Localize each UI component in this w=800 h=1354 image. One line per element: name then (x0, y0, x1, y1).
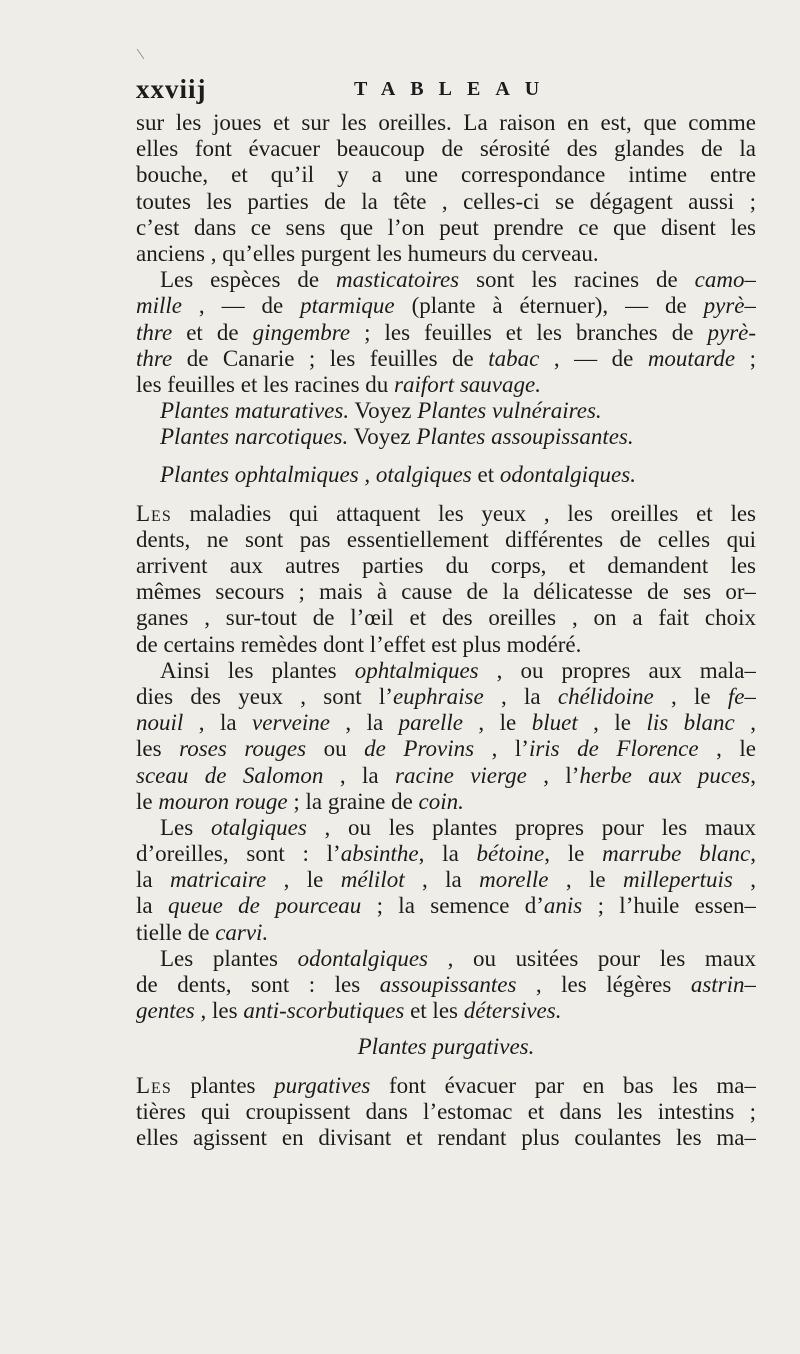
italic-text: morelle (479, 867, 549, 893)
text-segment: anciens , qu’elles purgent les humeurs du cerveau. (136, 240, 599, 266)
italic-text: ptarmique (300, 293, 395, 319)
text-line (136, 320, 756, 346)
text-segment: elles agissent en divisant et rendant plus coulantes les ma– (136, 1124, 756, 1150)
italic-text: masticatoires (336, 267, 460, 293)
text-line (136, 462, 756, 488)
italic-text: thre (136, 345, 173, 371)
text-segment: , la (323, 762, 396, 788)
text-segment: de Canarie ; les feuilles de (172, 345, 489, 371)
text-line (136, 215, 756, 241)
text-segment: d’oreilles, sont : l’ (136, 841, 341, 867)
text-line (136, 267, 756, 293)
text-segment: (plante à éternuer), — de (394, 293, 704, 319)
text-segment: , le (698, 736, 756, 762)
text-segment: , ou les plantes propres pour les maux (306, 814, 756, 840)
italic-text: purgatives (274, 1072, 371, 1098)
text-line (136, 346, 756, 372)
text-line (136, 946, 756, 972)
text-segment: et les (404, 998, 464, 1024)
italic-text: nouil (136, 710, 184, 736)
italic-text: anis (543, 893, 583, 919)
italic-text: euphraise (392, 683, 484, 709)
text-segment: toutes les parties de la tête , celles-ci se dégagent aussi ; (136, 188, 756, 214)
italic-text: mélilot (340, 867, 405, 893)
text-segment: et (471, 462, 500, 488)
text-line (136, 1073, 756, 1099)
text-segment: , ou propres aux mala– (478, 657, 756, 683)
text-segment: Les (136, 500, 172, 526)
text-segment: sont les racines de (459, 267, 695, 293)
text-segment: ganes , sur-tout de l’œil et des oreilles , on a fait choix (136, 605, 756, 631)
text-segment: arrivent aux autres parties du corps, et demandent les (136, 553, 756, 578)
text-line (136, 553, 756, 579)
text-segment: , la (483, 683, 558, 709)
italic-text: otalgiques (210, 814, 307, 840)
text-line (136, 763, 756, 789)
text-line (136, 527, 756, 553)
text-segment: Les (136, 1072, 172, 1098)
italic-text: matricaire (169, 867, 267, 893)
italic-text: racine vierge (395, 762, 527, 788)
italic-text: Plantes maturatives. (160, 398, 350, 424)
text-segment: Voyez (349, 398, 418, 424)
text-segment: , (750, 841, 756, 867)
italic-text: Plantes purgatives. (357, 1034, 535, 1060)
text-line (136, 736, 756, 762)
text-line (136, 841, 756, 867)
text-segment: Les espèces de (160, 267, 337, 293)
italic-text: bétoine (476, 841, 545, 867)
text-segment: c’est dans ce sens que l’on peut prendre ce que disent les (136, 214, 756, 240)
text-segment: , la (418, 841, 477, 867)
running-head: TABLEAU (354, 78, 555, 100)
text-segment: sur les joues et sur les oreilles. La raison en est, que comme (136, 110, 756, 135)
italic-text: gingembre (252, 319, 351, 345)
italic-text: chélidoine (557, 683, 654, 709)
italic-text: pyrè– (703, 293, 756, 319)
italic-text: pyrè- (707, 319, 756, 345)
italic-text: Plantes assoupissantes. (416, 424, 634, 450)
text-line (136, 998, 756, 1024)
italic-text: coin. (418, 788, 464, 814)
italic-text: raifort sauvage. (394, 371, 541, 397)
italic-text: Plantes ophtalmiques , otalgiques (160, 462, 472, 488)
text-line (136, 632, 756, 658)
text-line (136, 398, 756, 424)
text-segment: tières qui croupissent dans l’estomac et dans les intestins ; (136, 1098, 756, 1124)
italic-text: sceau de Salomon (136, 762, 324, 788)
italic-text: odontalgiques. (499, 462, 636, 488)
text-segment: , le (266, 867, 341, 893)
text-segment: maladies qui attaquent les yeux , les oreilles et les (171, 500, 756, 526)
text-segment: , la (329, 710, 399, 736)
text-segment: , la (183, 710, 253, 736)
italic-text: queue de pourceau (167, 893, 362, 919)
text-line (136, 162, 756, 188)
italic-text: tabac (488, 345, 540, 371)
text-line (136, 1125, 756, 1151)
italic-text: de Provins (364, 736, 475, 762)
text-line (136, 710, 756, 736)
italic-text: détersives. (463, 998, 562, 1024)
text-line (136, 605, 756, 631)
italic-text: iris de Florence (528, 736, 699, 762)
text-segment: , le (462, 710, 532, 736)
italic-text: carvi. (215, 919, 269, 945)
italic-text: fe– (727, 683, 756, 709)
text-segment: plantes (171, 1072, 275, 1098)
page-header (136, 74, 756, 108)
italic-text: Plantes vulnéraires. (417, 398, 602, 424)
text-segment: , — de (539, 345, 648, 371)
italic-text: mille (136, 293, 182, 319)
text-segment: , les (194, 998, 244, 1024)
text-line (136, 424, 756, 450)
margin-mark (137, 49, 145, 59)
italic-text: millepertuis (622, 867, 733, 893)
text-line (136, 658, 756, 684)
italic-text: mouron rouge (158, 788, 288, 814)
text-segment: , le (577, 710, 647, 736)
text-line (136, 684, 756, 710)
text-segment: de dents, sont : les (136, 972, 380, 997)
text-segment: elles font évacuer beaucoup de sérosité des glandes de la (136, 136, 756, 162)
italic-text: anti-scorbutiques (243, 998, 405, 1024)
text-line (136, 867, 756, 893)
italic-text: Plantes narcotiques. (160, 424, 349, 450)
text-segment: , — de (182, 293, 301, 319)
text-segment: Ainsi les plantes (160, 657, 355, 683)
text-segment: , l’ (474, 736, 529, 762)
italic-text: verveine (252, 710, 330, 736)
text-segment: , le (548, 867, 623, 893)
text-segment: , les légères (516, 972, 691, 997)
text-segment: la (136, 893, 168, 919)
text-line (136, 579, 756, 605)
text-line (136, 815, 756, 841)
text-segment: ; l’huile essen– (582, 893, 756, 919)
text-segment: la (136, 867, 170, 893)
text-line (136, 189, 756, 215)
text-segment: , le (544, 841, 603, 867)
italic-text: camo– (694, 267, 756, 293)
text-segment: et de (172, 319, 253, 345)
italic-text: odontalgiques (297, 945, 428, 971)
italic-text: bluet (531, 710, 578, 736)
text-line (136, 1099, 756, 1125)
text-segment: , (734, 710, 756, 736)
text-segment: mêmes secours ; mais à cause de la délicatesse de ses or– (136, 579, 756, 605)
text-segment: , le (653, 683, 728, 709)
text-line (136, 789, 756, 815)
text-segment: ; la semence d’ (361, 893, 544, 919)
text-segment: , la (404, 867, 480, 893)
text-segment: Les (160, 814, 211, 840)
italic-text: roses rouges (179, 736, 307, 762)
text-line (136, 110, 756, 136)
italic-text: lis blanc (646, 710, 735, 736)
text-segment: , ou usitées pour les maux (428, 945, 756, 971)
text-line (136, 972, 756, 998)
text-segment: les feuilles et les racines du (136, 371, 395, 397)
text-segment: bouche, et qu’il y a une correspondance intime entre (136, 162, 756, 188)
italic-text: parelle (398, 710, 463, 736)
text-segment: , (732, 867, 756, 893)
text-segment: les (136, 736, 180, 762)
body-text (136, 110, 756, 1151)
italic-text: thre (136, 319, 173, 345)
text-segment: de certains remèdes dont l’effet est plus modéré. (136, 631, 582, 657)
text-segment: ; (735, 345, 756, 371)
text-line (136, 136, 756, 162)
text-segment: ; la graine de (287, 788, 419, 814)
text-segment: tielle de (136, 919, 216, 945)
text-segment: ; les feuilles et les branches de (350, 319, 708, 345)
text-segment: , (750, 762, 756, 788)
text-segment: dents, ne sont pas essentiellement différentes de celles qui (136, 526, 756, 552)
text-segment: le (136, 788, 159, 814)
page-number: xxviij (136, 74, 207, 104)
text-segment: Voyez (348, 424, 417, 450)
text-segment: font évacuer par en bas les ma– (370, 1072, 756, 1098)
text-line (136, 293, 756, 319)
text-line (136, 1034, 756, 1060)
text-line (136, 241, 756, 267)
italic-text: moutarde (647, 345, 736, 371)
italic-text: herbe aux puces (579, 762, 751, 788)
italic-text: assoupissantes (379, 972, 517, 997)
text-line (136, 893, 756, 919)
italic-text: absinthe (340, 841, 419, 867)
italic-text: gentes (136, 998, 195, 1024)
text-segment: , l’ (526, 762, 580, 788)
text-segment: Les plantes (160, 945, 298, 971)
text-line (136, 920, 756, 946)
text-line (136, 501, 756, 527)
italic-text: marrube blanc (602, 841, 751, 867)
italic-text: ophtalmiques (354, 657, 479, 683)
text-line (136, 372, 756, 398)
text-segment: ou (306, 736, 365, 762)
italic-text: astrin– (690, 972, 756, 997)
text-segment: dies des yeux , sont l’ (136, 683, 393, 709)
